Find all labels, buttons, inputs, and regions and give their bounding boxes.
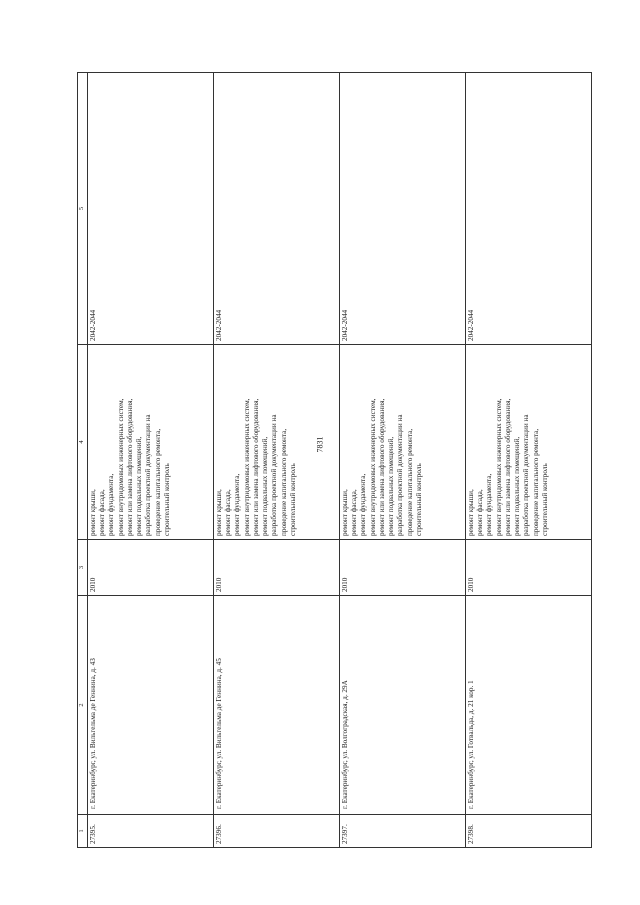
column-header: 2 [78, 596, 88, 815]
work-item: ремонт или замена лифтового оборудования, [251, 398, 260, 536]
row-number: 27397. [340, 815, 466, 848]
period-cell: 2042-2044 [466, 73, 592, 345]
work-item: ремонт фундамента, [107, 473, 116, 536]
work-item: проведение капитального ремонта, [279, 428, 288, 536]
address-cell: г. Екатеринбург, ул. Волгоградская, д. 29А [340, 596, 466, 815]
work-item: ремонт фасада, [98, 489, 107, 536]
work-item: ремонт крыши, [467, 489, 475, 536]
work-item: ремонт подвальных помещений, [261, 436, 270, 536]
work-item: ремонт крыши, [89, 489, 97, 536]
row-number: 27395. [88, 815, 214, 848]
work-item: ремонт или замена лифтового оборудования, [377, 398, 386, 536]
page-number: 7831 [315, 436, 325, 453]
works-cell [214, 345, 340, 540]
work-item: проведение капитального ремонта, [531, 428, 540, 536]
work-item: разработка проектной документации на [522, 414, 531, 536]
table-row [466, 73, 592, 848]
repair-schedule-table [77, 72, 592, 848]
work-item: ремонт внутридомовых инженерных систем, [116, 398, 125, 536]
rotated-table-wrapper [77, 78, 592, 848]
work-item: ремонт подвальных помещений, [135, 436, 144, 536]
address-cell: г. Екатеринбург, ул. Вильгельма де Геннина, д. 45 [214, 596, 340, 815]
column-header: 1 [78, 815, 88, 848]
work-item: ремонт внутридомовых инженерных систем, [242, 398, 251, 536]
period-cell: 2042-2044 [214, 73, 340, 345]
period-cell: 2042-2044 [88, 73, 214, 345]
period-cell: 2042-2044 [340, 73, 466, 345]
work-item: разработка проектной документации на [396, 414, 405, 536]
works-cell [88, 345, 214, 540]
year-cell: 2010 [88, 540, 214, 596]
work-item: разработка проектной документации на [144, 414, 153, 536]
work-item: ремонт подвальных помещений, [387, 436, 396, 536]
work-item: проведение капитального ремонта, [153, 428, 162, 536]
work-item: ремонт фундамента, [233, 473, 242, 536]
column-header: 4 [78, 345, 88, 540]
work-item: ремонт фасада, [224, 489, 233, 536]
row-number: 27396. [214, 815, 340, 848]
work-item: ремонт внутридомовых инженерных систем, [494, 398, 503, 536]
column-number-row [78, 73, 88, 848]
table-row [340, 73, 466, 848]
year-cell: 2010 [466, 540, 592, 596]
work-item: строительный контроль [288, 463, 297, 536]
table-row [214, 73, 340, 848]
work-item: ремонт фасада, [350, 489, 359, 536]
work-item: ремонт внутридомовых инженерных систем, [368, 398, 377, 536]
column-header: 5 [78, 73, 88, 345]
work-item: строительный контроль [162, 463, 171, 536]
table-row [88, 73, 214, 848]
year-cell: 2010 [340, 540, 466, 596]
row-number: 27398. [466, 815, 592, 848]
work-item: ремонт крыши, [341, 489, 349, 536]
works-cell [466, 345, 592, 540]
column-header: 3 [78, 540, 88, 596]
work-item: ремонт крыши, [215, 489, 223, 536]
work-item: ремонт фундамента, [485, 473, 494, 536]
work-item: строительный контроль [540, 463, 549, 536]
address-cell: г. Екатеринбург, ул. Готвальда, д. 21 кор. 1 [466, 596, 592, 815]
year-cell: 2010 [214, 540, 340, 596]
work-item: ремонт подвальных помещений, [513, 436, 522, 536]
work-item: разработка проектной документации на [270, 414, 279, 536]
works-cell [340, 345, 466, 540]
work-item: строительный контроль [414, 463, 423, 536]
work-item: проведение капитального ремонта, [405, 428, 414, 536]
work-item: ремонт фундамента, [359, 473, 368, 536]
work-item: ремонт или замена лифтового оборудования, [503, 398, 512, 536]
work-item: ремонт или замена лифтового оборудования, [125, 398, 134, 536]
address-cell: г. Екатеринбург, ул. Вильгельма де Геннина, д. 43 [88, 596, 214, 815]
work-item: ремонт фасада, [476, 489, 485, 536]
